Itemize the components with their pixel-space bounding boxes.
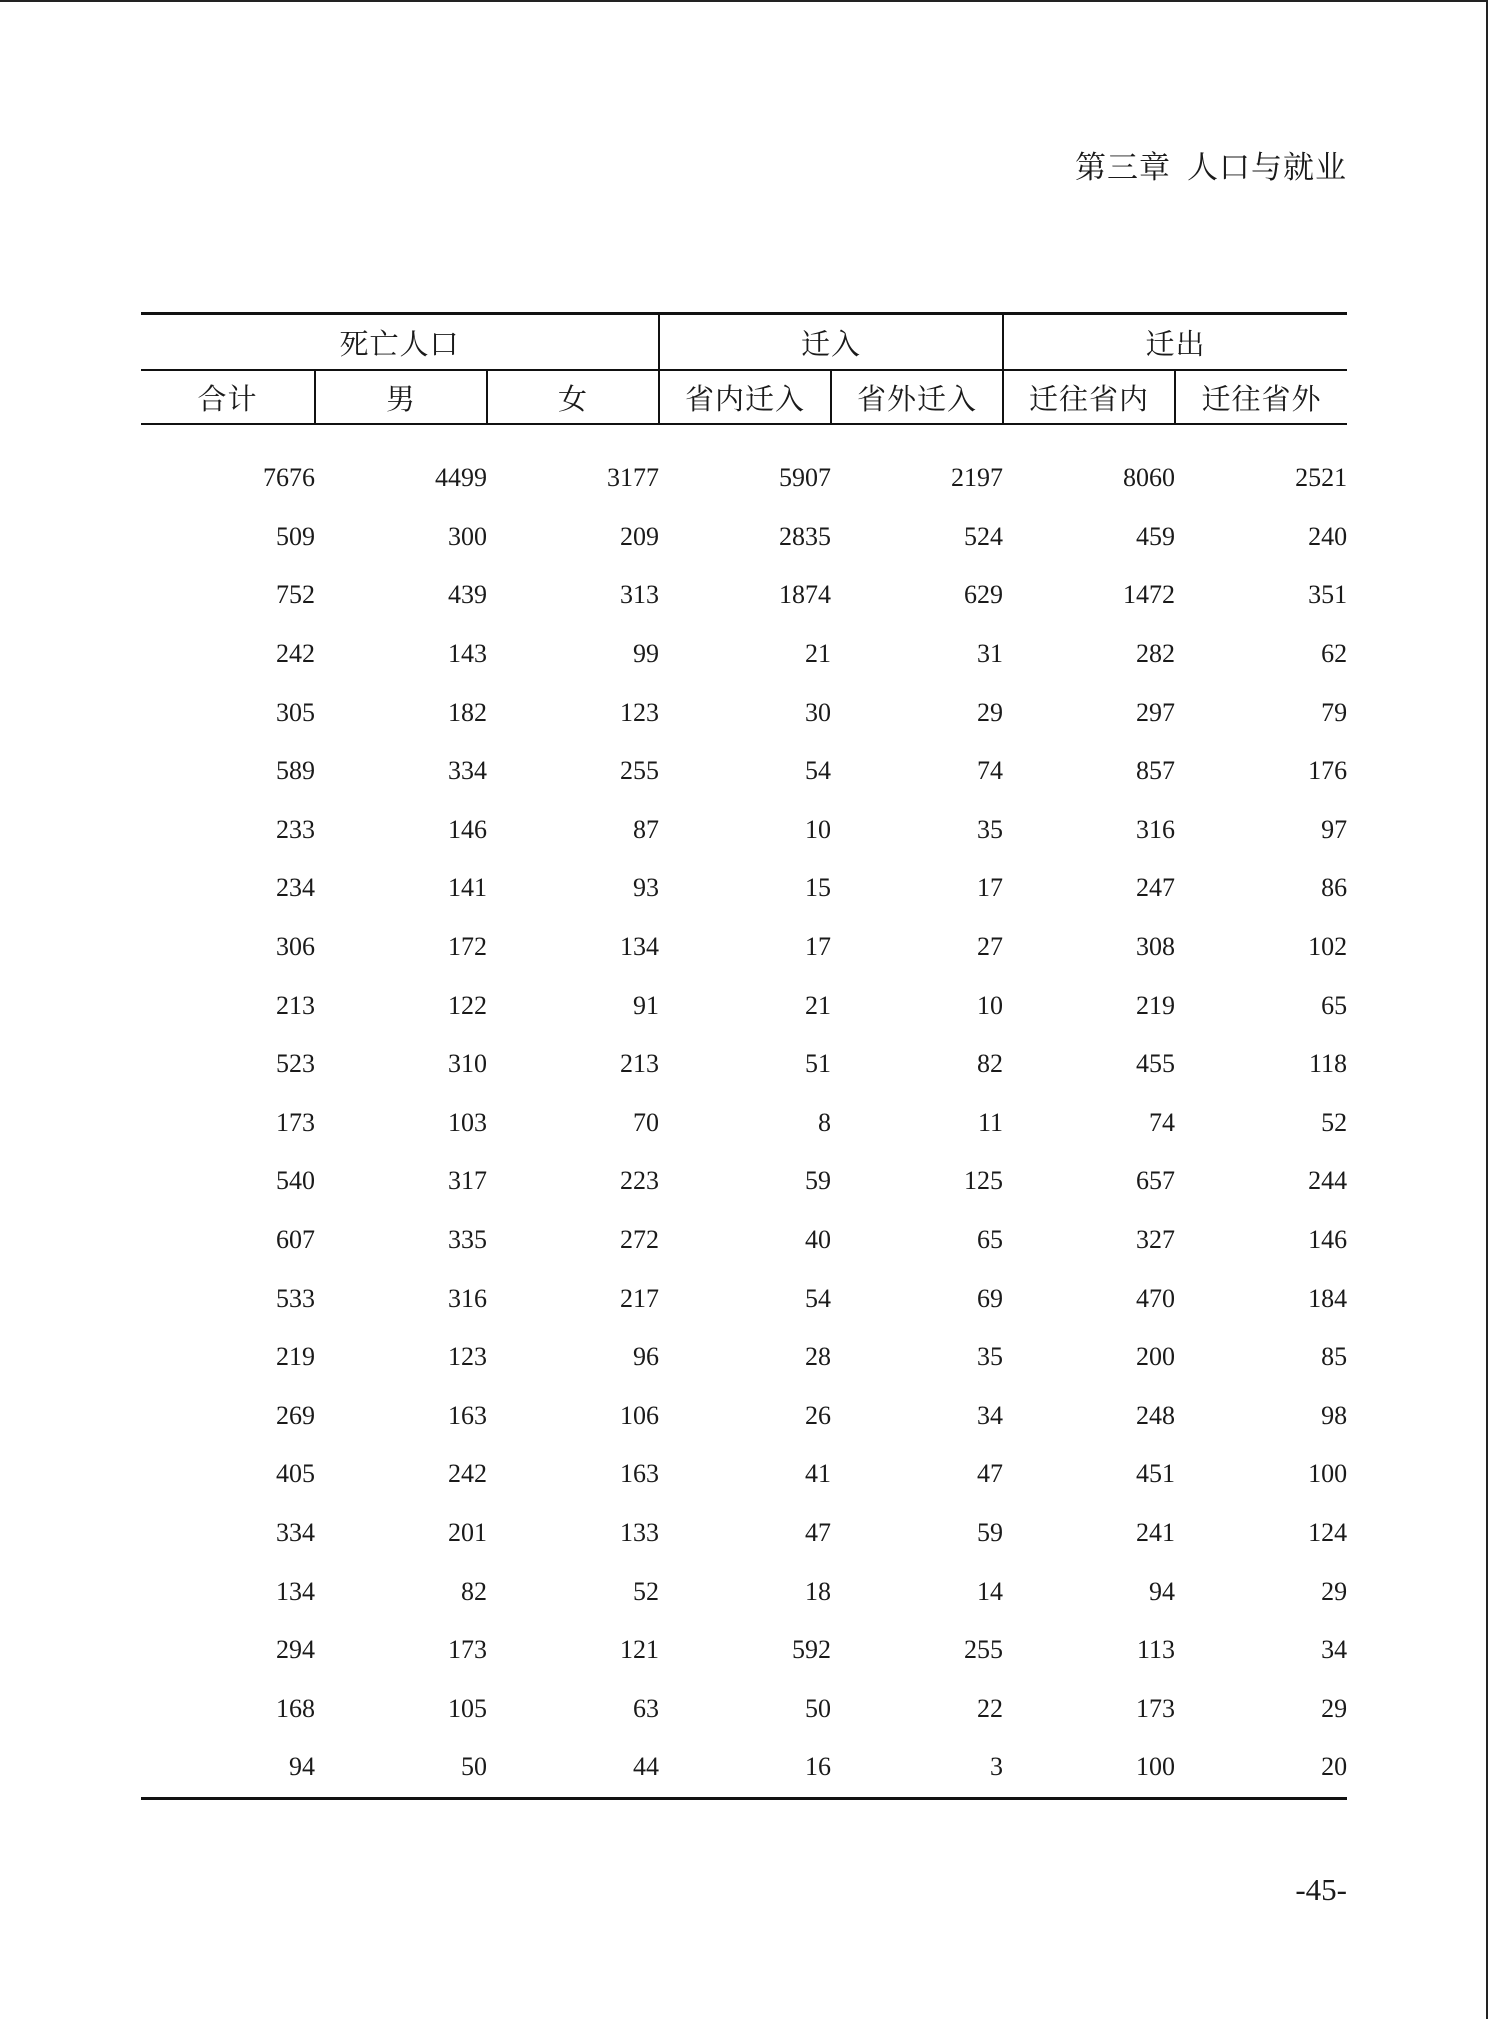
table-row: [141, 683, 1347, 742]
table-cell: 62: [1321, 639, 1348, 669]
table-cell: 143: [448, 639, 487, 669]
table-cell: 118: [1309, 1049, 1348, 1079]
table-cell: 213: [276, 990, 315, 1020]
table-cell: 509: [276, 521, 315, 551]
table-cell: 87: [633, 814, 660, 844]
table-cell: 172: [448, 932, 487, 962]
table-cell: 297: [1136, 697, 1176, 727]
chapter-title: 人口与就业: [1187, 150, 1347, 186]
table-cell: 3177: [607, 463, 660, 493]
population-statistics-table: [141, 312, 1347, 1800]
table-cell: 607: [276, 1225, 315, 1255]
table-row: [141, 1621, 1347, 1680]
table-cell: 99: [633, 639, 660, 669]
column-header-to-in-province: 迁往省内: [1003, 370, 1175, 424]
table-cell: 589: [276, 756, 315, 786]
table-cell: 272: [620, 1225, 660, 1255]
table-cell: 1472: [1123, 580, 1176, 610]
table-row: [141, 1562, 1347, 1621]
table-cell: 54: [805, 1283, 832, 1313]
table-cell: 316: [1136, 814, 1176, 844]
table-row: [141, 1387, 1347, 1446]
table-cell: 233: [276, 814, 315, 844]
table-cell: 459: [1136, 521, 1176, 551]
table-cell: 308: [1136, 932, 1176, 962]
table-cell: 219: [1136, 990, 1176, 1020]
table-cell: 305: [276, 697, 315, 727]
table-cell: 44: [487, 1738, 659, 1798]
table-cell: 105: [448, 1693, 487, 1723]
table-cell: 540: [276, 1166, 315, 1196]
table-cell: 65: [977, 1225, 1004, 1255]
table-cell: 59: [805, 1166, 832, 1196]
table-cell: 523: [276, 1049, 315, 1079]
table-row: [141, 625, 1347, 684]
table-cell: 16: [659, 1738, 831, 1798]
table-cell: 124: [1308, 1517, 1348, 1547]
table-row: [141, 1738, 1347, 1798]
table-cell: 5907: [779, 463, 832, 493]
table-cell: 94: [141, 1738, 315, 1798]
table-cell: 41: [805, 1459, 832, 1489]
column-header-total: 合计: [141, 370, 315, 424]
table-cell: 17: [977, 873, 1004, 903]
table-row: [141, 976, 1347, 1035]
table-cell: 217: [620, 1283, 660, 1313]
table-cell: 533: [276, 1283, 315, 1313]
table-cell: 102: [1308, 932, 1348, 962]
table-cell: 327: [1136, 1225, 1176, 1255]
table-row: [141, 742, 1347, 801]
table-cell: 26: [805, 1400, 832, 1430]
table-cell: 310: [448, 1049, 487, 1079]
table-cell: 3: [831, 1738, 1003, 1798]
table-cell: 74: [1149, 1107, 1176, 1137]
table-cell: 209: [620, 521, 660, 551]
table-cell: 134: [620, 932, 660, 962]
table-cell: 10: [805, 814, 832, 844]
table-row: [141, 1504, 1347, 1563]
table-cell: 146: [448, 814, 487, 844]
column-header-female: 女: [487, 370, 659, 424]
table-cell: 752: [276, 580, 315, 610]
table-cell: 40: [805, 1225, 832, 1255]
table-cell: 163: [620, 1459, 660, 1489]
table-row: [141, 1269, 1347, 1328]
table-cell: 50: [805, 1693, 832, 1723]
table-cell: 113: [1137, 1635, 1176, 1665]
table-cell: 28: [805, 1342, 832, 1372]
table-cell: 300: [448, 521, 487, 551]
table-cell: 592: [792, 1635, 832, 1665]
table-cell: 629: [964, 580, 1004, 610]
table-cell: 405: [276, 1459, 315, 1489]
table-cell: 35: [977, 814, 1004, 844]
table-cell: 29: [1321, 1693, 1348, 1723]
table-cell: 163: [448, 1400, 487, 1430]
table-cell: 123: [620, 697, 660, 727]
table-cell: 234: [276, 873, 315, 903]
table-row: [141, 801, 1347, 860]
table-cell: 30: [805, 697, 832, 727]
table-cell: 22: [977, 1693, 1004, 1723]
table-cell: 334: [448, 756, 487, 786]
table-cell: 47: [977, 1459, 1004, 1489]
table-cell: 35: [977, 1342, 1004, 1372]
group-header-row: [141, 314, 1347, 371]
table-row: [141, 1328, 1347, 1387]
table-cell: 91: [633, 990, 660, 1020]
table-cell: 54: [805, 756, 832, 786]
table-cell: 334: [276, 1517, 315, 1547]
table-cell: 857: [1136, 756, 1176, 786]
table-cell: 313: [620, 580, 660, 610]
table-cell: 184: [1308, 1283, 1348, 1313]
table-cell: 70: [633, 1107, 660, 1137]
table-cell: 100: [1003, 1738, 1175, 1798]
table-cell: 176: [1308, 756, 1348, 786]
table-row: [141, 1445, 1347, 1504]
table-cell: 182: [448, 697, 487, 727]
table-cell: 82: [461, 1576, 487, 1606]
table-cell: 17: [805, 932, 832, 962]
column-header-row: [141, 370, 1347, 424]
table-row: [141, 1152, 1347, 1211]
column-header-out-province-in: 省外迁入: [831, 370, 1003, 424]
table-cell: 173: [448, 1635, 487, 1665]
table-cell: 79: [1321, 697, 1348, 727]
table-cell: 133: [620, 1517, 660, 1547]
table-cell: 173: [1136, 1693, 1176, 1723]
table-row: [141, 918, 1347, 977]
table-cell: 1874: [779, 580, 832, 610]
page-top-border: [0, 0, 1488, 2]
table-row: [141, 566, 1347, 625]
table-cell: 470: [1136, 1283, 1176, 1313]
table-cell: 248: [1136, 1400, 1176, 1430]
table-cell: 51: [805, 1049, 832, 1079]
table-cell: 2197: [951, 463, 1004, 493]
table-cell: 63: [633, 1693, 660, 1723]
column-header-to-out-province: 迁往省外: [1175, 370, 1347, 424]
table-cell: 439: [448, 580, 487, 610]
table-cell: 244: [1308, 1166, 1348, 1196]
table-cell: 2521: [1295, 463, 1348, 493]
table-cell: 86: [1321, 873, 1348, 903]
table-cell: 146: [1308, 1225, 1348, 1255]
header-spacer: [141, 424, 1347, 449]
table-cell: 20: [1175, 1738, 1347, 1798]
table-cell: 47: [805, 1517, 832, 1547]
table-header: [141, 314, 1347, 425]
table-cell: 317: [448, 1166, 487, 1196]
column-header-male: 男: [315, 370, 487, 424]
table-cell: 282: [1136, 639, 1176, 669]
table-row: [141, 859, 1347, 918]
table-row: [141, 508, 1347, 567]
table-cell: 100: [1308, 1459, 1348, 1489]
table-cell: 451: [1136, 1459, 1176, 1489]
table-cell: 14: [977, 1576, 1004, 1606]
table-cell: 242: [448, 1459, 487, 1489]
table-cell: 241: [1136, 1517, 1176, 1547]
table-cell: 97: [1321, 814, 1348, 844]
table-cell: 96: [633, 1342, 660, 1372]
table-cell: 134: [276, 1576, 315, 1606]
table-cell: 29: [977, 697, 1004, 727]
table-cell: 8: [818, 1107, 832, 1137]
table-cell: 10: [977, 990, 1004, 1020]
table-cell: 240: [1308, 521, 1348, 551]
table-cell: 74: [977, 756, 1004, 786]
table-cell: 335: [448, 1225, 487, 1255]
table-cell: 223: [620, 1166, 660, 1196]
table-cell: 50: [315, 1738, 487, 1798]
table-cell: 8060: [1123, 463, 1176, 493]
table-cell: 306: [276, 932, 315, 962]
table-cell: 294: [276, 1635, 315, 1665]
table-cell: 21: [805, 990, 832, 1020]
table-cell: 247: [1136, 873, 1176, 903]
table-row: [141, 449, 1347, 508]
group-header-deaths: 死亡人口: [141, 314, 659, 371]
table-cell: 94: [1149, 1576, 1176, 1606]
table-cell: 52: [633, 1576, 660, 1606]
column-header-in-province-in: 省内迁入: [659, 370, 831, 424]
group-header-immigration: 迁入: [659, 314, 1003, 371]
table-cell: 65: [1321, 990, 1348, 1020]
table-cell: 125: [964, 1166, 1004, 1196]
table-cell: 351: [1308, 580, 1348, 610]
table-row: [141, 1679, 1347, 1738]
table-cell: 29: [1321, 1576, 1348, 1606]
table-cell: 31: [977, 639, 1004, 669]
table-cell: 18: [805, 1576, 832, 1606]
table-cell: 455: [1136, 1049, 1176, 1079]
table-cell: 103: [448, 1107, 487, 1137]
table-cell: 59: [977, 1517, 1004, 1547]
table-cell: 201: [448, 1517, 487, 1547]
table-cell: 213: [620, 1049, 660, 1079]
table-cell: 7676: [263, 463, 315, 493]
table-cell: 122: [448, 990, 487, 1020]
table-row: [141, 1211, 1347, 1270]
table-cell: 121: [620, 1635, 660, 1665]
table-cell: 242: [276, 639, 315, 669]
table-cell: 269: [276, 1400, 315, 1430]
table-cell: 82: [977, 1049, 1004, 1079]
table-cell: 657: [1136, 1166, 1176, 1196]
table-cell: 27: [977, 932, 1004, 962]
chapter-header: [1075, 142, 1347, 187]
table-cell: 98: [1321, 1400, 1348, 1430]
table-cell: 4499: [435, 463, 487, 493]
table-cell: 34: [977, 1400, 1004, 1430]
group-header-emigration: 迁出: [1003, 314, 1347, 371]
table-row: [141, 1035, 1347, 1094]
table-cell: 11: [978, 1107, 1004, 1137]
table-cell: 106: [620, 1400, 660, 1430]
table-cell: 255: [964, 1635, 1004, 1665]
table-cell: 85: [1321, 1342, 1348, 1372]
table-cell: 15: [805, 873, 832, 903]
table-cell: 52: [1321, 1107, 1348, 1137]
table-cell: 123: [448, 1342, 487, 1372]
table-row: [141, 1094, 1347, 1153]
table-cell: 316: [448, 1283, 487, 1313]
table-cell: 168: [276, 1693, 315, 1723]
table-cell: 2835: [779, 521, 832, 551]
table-cell: 21: [805, 639, 832, 669]
table-cell: 173: [276, 1107, 315, 1137]
table-cell: 200: [1136, 1342, 1176, 1372]
table-cell: 34: [1321, 1635, 1348, 1665]
table-cell: 524: [964, 521, 1004, 551]
table-cell: 69: [977, 1283, 1004, 1313]
table-cell: 93: [633, 873, 660, 903]
page-number: -45-: [1295, 1872, 1347, 1907]
table-cell: 255: [620, 756, 660, 786]
chapter-number: 第三章: [1075, 150, 1171, 186]
table-body: [141, 424, 1347, 1798]
table-cell: 219: [276, 1342, 315, 1372]
table-cell: 141: [448, 873, 487, 903]
